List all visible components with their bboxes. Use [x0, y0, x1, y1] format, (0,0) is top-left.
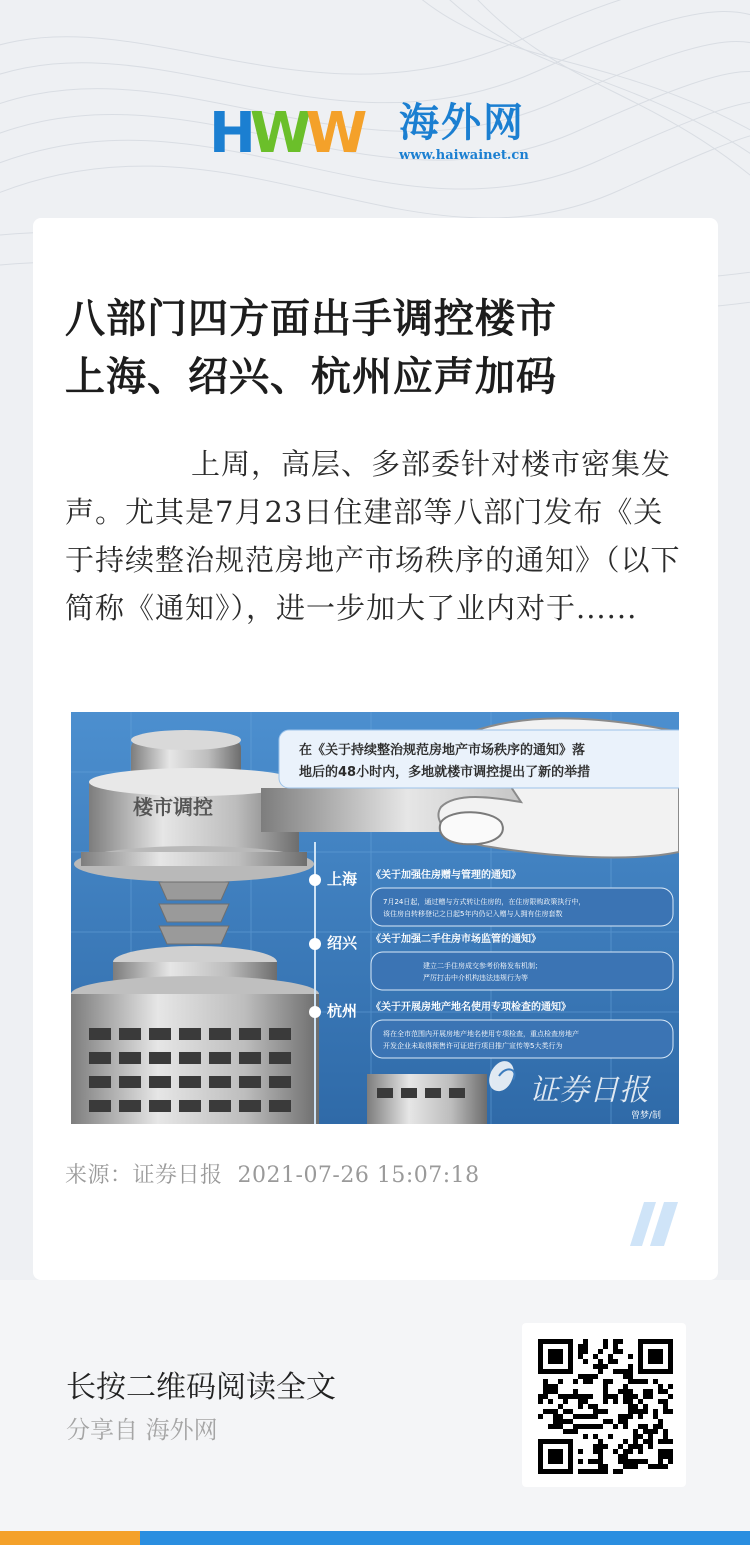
- article-card[interactable]: [33, 218, 718, 1280]
- qr-cta-text: 长按二维码阅读全文: [66, 1370, 336, 1405]
- article-meta: [65, 1158, 480, 1189]
- infographic-city-shaoxing: 绍兴: [327, 934, 358, 952]
- logo-letter-w2: W: [305, 101, 362, 166]
- infographic-policy-shanghai: 《关于加强住房赠与管理的通知》: [371, 870, 521, 881]
- infographic-policy-shaoxing: 《关于加强二手住房市场监管的通知》: [371, 934, 541, 945]
- qr-code-icon: [522, 1323, 686, 1487]
- logo-letters: [209, 101, 362, 166]
- logo-letter-h: H: [209, 101, 250, 166]
- infographic-detail-hangzhou-2: 开发企业未取得预售许可证进行项目推广宣传等5大类行为: [383, 1042, 563, 1050]
- haiwainet-logo: [209, 100, 549, 170]
- article-title: [65, 290, 695, 406]
- infographic-city-shanghai: 上海: [327, 870, 358, 888]
- bottom-accent-bar-orange: [0, 1531, 140, 1545]
- infographic-policy-hangzhou: 《关于开展房地产地名使用专项检查的通知》: [371, 1002, 571, 1013]
- infographic-illustration: [71, 712, 679, 1124]
- infographic-credit: 曾梦/制: [631, 1111, 662, 1121]
- infographic-image[interactable]: [71, 712, 679, 1124]
- qr-code[interactable]: [522, 1323, 686, 1487]
- infographic-detail-hangzhou-1: 将在全市范围内开展房地产地名使用专项检查，重点检查房地产: [383, 1030, 579, 1038]
- article-summary: 上周，高层、多部委针对楼市密集发声。尤其是7月23日住建部等八部门发布《关于持续整治规范房地产市场秩序的通知》（以下简称《通知》），进一步加大了业内对于......: [65, 447, 681, 625]
- decorative-slashes-icon: [630, 1202, 688, 1246]
- infographic-city-hangzhou: 杭州: [327, 1002, 358, 1020]
- logo-letter-w1: W: [249, 101, 306, 166]
- infographic-detail-shanghai-2: 该住房自转移登记之日起5年内仍记入赠与人拥有住房套数: [383, 910, 563, 918]
- infographic-headline-line-2: 地后的48小时内，多地就楼市调控提出了新的举措: [299, 765, 591, 780]
- infographic-detail-shanghai-1: 7月24日起，通过赠与方式转让住房的，在住房限购政策执行中，: [383, 898, 586, 906]
- article-title-line-1: 八部门四方面出手调控楼市: [65, 295, 557, 342]
- infographic-detail-shaoxing-1: 建立二手住房成交参考价格发布机制；: [423, 962, 542, 970]
- article-source: 来源：证券日报: [65, 1163, 223, 1188]
- logo-url: www.haiwainet.cn: [399, 148, 529, 163]
- article-title-line-2: 上海、绍兴、杭州应声加码: [65, 353, 557, 400]
- infographic-bolt-label: 楼市调控: [133, 795, 213, 819]
- infographic-watermark: 证券日报: [529, 1073, 649, 1108]
- infographic-headline-line-1: 在《关于持续整治规范房地产市场秩序的通知》落: [299, 743, 586, 758]
- article-datetime: 2021-07-26 15:07:18: [237, 1163, 480, 1188]
- share-source-text: 分享自 海外网: [66, 1416, 218, 1444]
- logo-name: 海外网: [399, 99, 525, 146]
- infographic-detail-shaoxing-2: 严厉打击中介机构违法违规行为等: [423, 974, 528, 982]
